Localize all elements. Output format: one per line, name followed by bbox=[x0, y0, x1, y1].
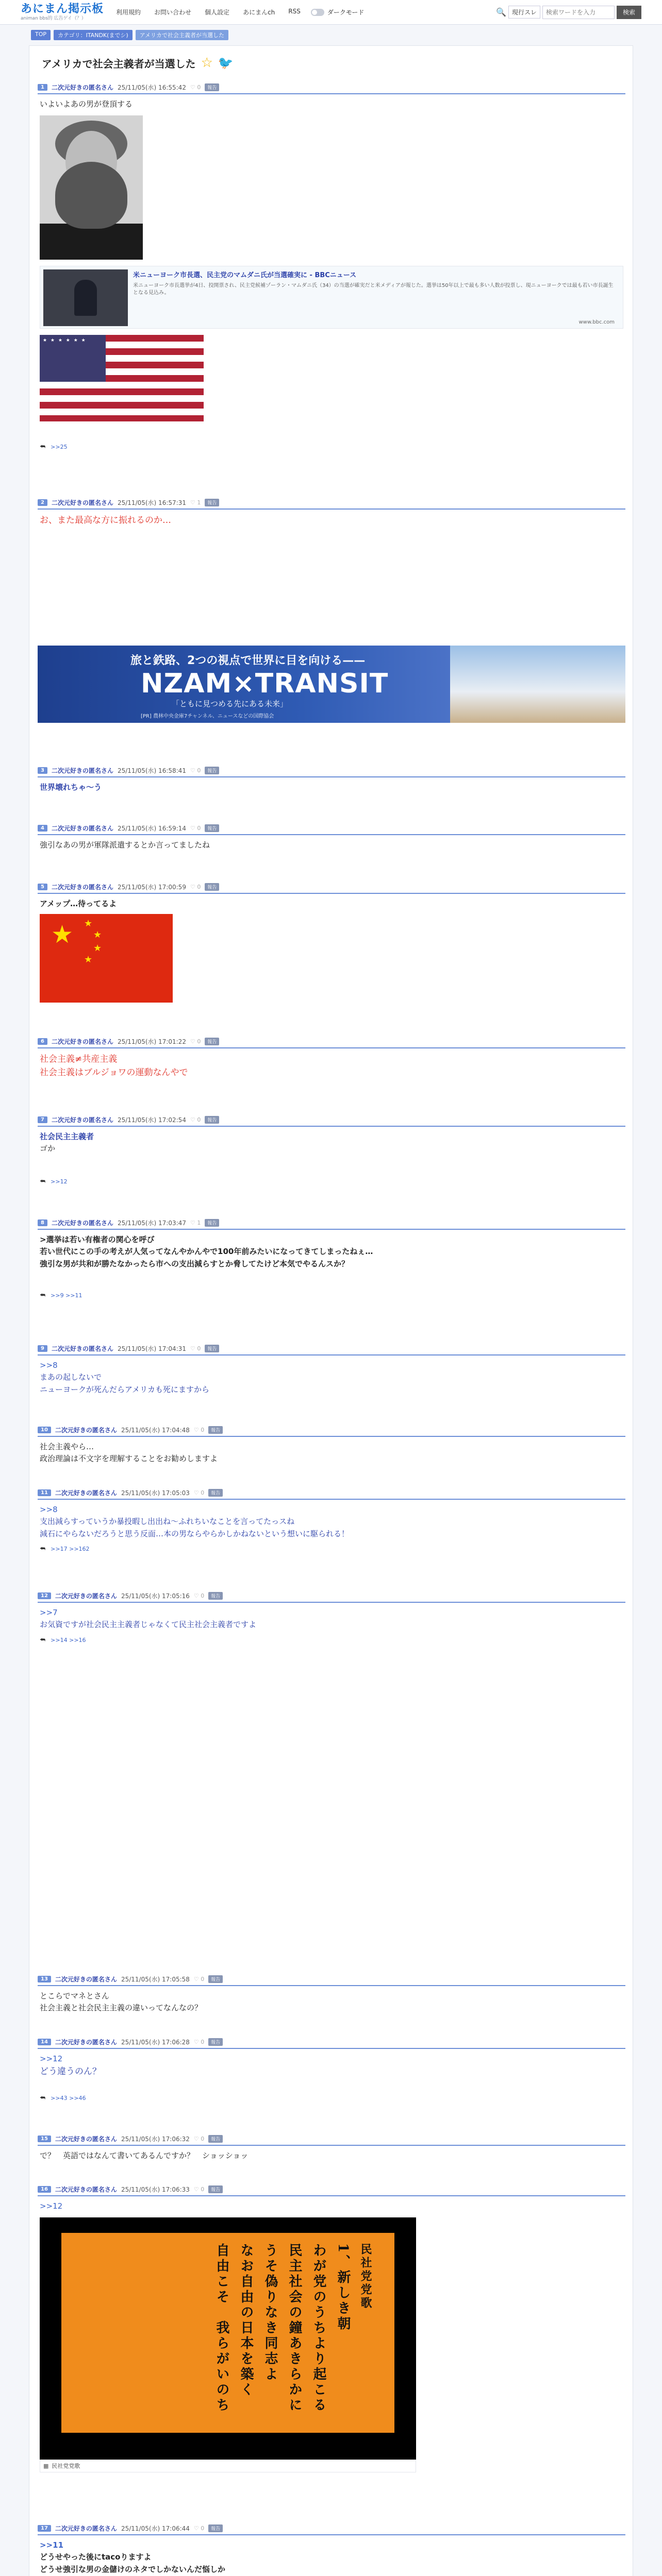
post-author: 二次元好きの匿名さん bbox=[55, 2525, 117, 2532]
post-line: どうせやった後にtacoりますよ bbox=[40, 2552, 152, 2562]
post-12 bbox=[38, 1591, 625, 1644]
image-caption bbox=[40, 2460, 416, 2472]
post-date: 25/11/05(水) 17:06:44 bbox=[121, 2525, 190, 2532]
post-header bbox=[38, 1975, 625, 1986]
like-count: 0 bbox=[201, 2136, 205, 2142]
post-date: 25/11/05(水) 17:04:31 bbox=[117, 1345, 186, 1352]
like-button[interactable]: ♡ 0 bbox=[193, 1489, 205, 1496]
post-number[interactable]: 4 bbox=[38, 825, 47, 832]
post-author: 二次元好きの匿名さん bbox=[55, 1976, 117, 1983]
link-card[interactable] bbox=[40, 266, 623, 329]
like-button[interactable]: ♡ 0 bbox=[190, 1345, 201, 1352]
post-6 bbox=[38, 1037, 625, 1082]
post-header bbox=[38, 1488, 625, 1500]
post-body bbox=[38, 894, 625, 912]
post-date: 25/11/05(水) 17:06:32 bbox=[121, 2136, 190, 2143]
post-number[interactable]: 13 bbox=[38, 1976, 51, 1982]
post-author: 二次元好きの匿名さん bbox=[51, 1116, 113, 1124]
report-button[interactable]: 報告 bbox=[205, 1116, 219, 1124]
reply-links[interactable]: >>9 >>11 bbox=[51, 1292, 82, 1299]
post-anchor[interactable]: >>7 bbox=[40, 1608, 58, 1617]
post-number[interactable]: 14 bbox=[38, 2039, 51, 2045]
thread-title: アメリカで社会主義者が当選した bbox=[42, 57, 196, 70]
like-count: 0 bbox=[201, 1592, 205, 1599]
post-number[interactable]: 11 bbox=[38, 1489, 51, 1496]
post-3 bbox=[38, 766, 625, 795]
post-footer bbox=[38, 2094, 625, 2102]
post-footer bbox=[38, 1545, 625, 1553]
reply-links[interactable]: >>14 >>16 bbox=[51, 1636, 86, 1643]
post-header bbox=[38, 2185, 625, 2196]
caption-text: 民社党党歌 bbox=[52, 2463, 80, 2470]
post-author: 二次元好きの匿名さん bbox=[51, 1345, 113, 1352]
link-card-text bbox=[128, 269, 620, 325]
post-author: 二次元好きの匿名さん bbox=[51, 767, 113, 774]
post-number[interactable]: 7 bbox=[38, 1116, 47, 1123]
reply-icon[interactable]: ⮪ bbox=[40, 2094, 46, 2102]
post-header bbox=[38, 2524, 625, 2535]
report-button[interactable]: 報告 bbox=[208, 1975, 223, 1983]
post-body bbox=[38, 510, 625, 529]
post-footer bbox=[38, 1292, 625, 1299]
post-header bbox=[38, 1344, 625, 1355]
us-flag-image[interactable] bbox=[40, 335, 204, 421]
post-body bbox=[38, 1500, 625, 1542]
link-card-title[interactable]: 米ニューヨーク市長選、民主党のマムダニ氏が当選確実に - BBCニュース bbox=[133, 272, 357, 280]
post-line: まあの起しないで bbox=[40, 1372, 102, 1382]
search-bar bbox=[496, 6, 641, 19]
like-button[interactable]: ♡ 0 bbox=[193, 1592, 205, 1599]
post-9 bbox=[38, 1344, 625, 1398]
post-line: 社会主義≠共産主義 bbox=[40, 1054, 118, 1064]
post-author: 二次元好きの匿名さん bbox=[51, 825, 113, 832]
post-author: 二次元好きの匿名さん bbox=[55, 1592, 117, 1600]
post-author: 二次元好きの匿名さん bbox=[55, 1427, 117, 1434]
like-count: 0 bbox=[197, 1345, 201, 1352]
post-body bbox=[38, 2196, 625, 2214]
lyric-col: 1、新しき朝 bbox=[335, 2243, 351, 2332]
twitter-bird-icon[interactable]: 🐦 bbox=[218, 56, 234, 70]
post-11 bbox=[38, 1488, 625, 1553]
like-count: 1 bbox=[197, 499, 201, 506]
site-header bbox=[0, 0, 662, 25]
site-subtitle: animan bbs的 広告ゲイ（？） bbox=[21, 15, 86, 21]
post-line: 社会民主主義者 bbox=[40, 1132, 94, 1141]
post-4 bbox=[38, 824, 625, 853]
reply-links[interactable]: >>17 >>162 bbox=[51, 1545, 90, 1552]
ad-sponsor: [PR] 農林中央金庫7チャンネル、ニュースなどの国際協会 bbox=[141, 714, 274, 719]
lyric-col: わが党のうちより起こる bbox=[311, 2243, 326, 2414]
post-7 bbox=[38, 1115, 625, 1185]
post-header bbox=[38, 2134, 625, 2146]
reply-icon[interactable]: ⮪ bbox=[40, 1545, 46, 1552]
like-button[interactable]: ♡ 0 bbox=[193, 2136, 205, 2142]
post-date: 25/11/05(水) 17:05:16 bbox=[121, 1592, 190, 1600]
post-author: 二次元好きの匿名さん bbox=[51, 1219, 113, 1227]
like-count: 0 bbox=[197, 884, 201, 890]
post-header bbox=[38, 1037, 625, 1048]
like-count: 0 bbox=[197, 84, 201, 91]
search-button[interactable]: 検索 bbox=[617, 6, 641, 19]
like-button[interactable]: ♡ 0 bbox=[190, 1038, 201, 1045]
like-button[interactable]: ♡ 0 bbox=[193, 1976, 205, 1982]
post-date: 25/11/05(水) 16:58:41 bbox=[117, 767, 186, 774]
portrait-image[interactable] bbox=[40, 115, 143, 260]
post-date: 25/11/05(水) 17:06:28 bbox=[121, 2039, 190, 2046]
like-count: 0 bbox=[197, 767, 201, 774]
report-button[interactable]: 報告 bbox=[205, 1345, 219, 1352]
lyric-col: なお自由の日本を築く bbox=[238, 2243, 254, 2398]
post-author: 二次元好きの匿名さん bbox=[55, 2186, 117, 2193]
post-header bbox=[38, 883, 625, 894]
post-author: 二次元好きの匿名さん bbox=[55, 2136, 117, 2143]
post-anchor[interactable]: >>11 bbox=[40, 2540, 64, 2550]
post-header bbox=[38, 83, 625, 94]
reply-icon[interactable]: ⮪ bbox=[40, 1177, 46, 1185]
post-date: 25/11/05(水) 16:59:14 bbox=[117, 825, 186, 832]
post-line: どう違うのん？ bbox=[40, 2066, 101, 2077]
post-number[interactable]: 8 bbox=[38, 1219, 47, 1226]
report-button[interactable]: 報告 bbox=[205, 767, 219, 774]
post-date: 25/11/05(水) 17:05:58 bbox=[121, 1976, 190, 1983]
post-10 bbox=[38, 1426, 625, 1467]
post-header bbox=[38, 498, 625, 510]
thread-header bbox=[29, 46, 633, 76]
reply-icon[interactable]: ⮪ bbox=[40, 443, 46, 451]
post-anchor[interactable]: >>8 bbox=[40, 1361, 58, 1370]
site-logo[interactable] bbox=[21, 4, 104, 21]
post-16 bbox=[38, 2185, 625, 2472]
post-line: 社会主義はブルジョワの運動なんやで bbox=[40, 1067, 188, 1078]
post-text: アメップ…待ってるよ bbox=[40, 899, 117, 908]
report-button[interactable]: 報告 bbox=[208, 1426, 223, 1434]
post-footer bbox=[38, 1636, 625, 1644]
post-anchor[interactable]: >>12 bbox=[40, 2201, 63, 2211]
ad-brand: NZAM×TRANSIT bbox=[141, 668, 389, 699]
post-text: 強引なあの男が軍隊派遣するとか言ってましたね bbox=[40, 840, 210, 850]
post-5 bbox=[38, 883, 625, 1005]
china-flag-image[interactable]: ★ ★ ★ ★ ★ bbox=[40, 914, 173, 1003]
post-body bbox=[38, 2146, 625, 2164]
post-date: 25/11/05(水) 17:00:59 bbox=[117, 884, 186, 891]
breadcrumb-category[interactable]: カテゴリ：ITANDK(までシ) bbox=[54, 30, 133, 40]
ad-tagline: 「ともに見つめる先にある未来」 bbox=[172, 699, 288, 708]
like-button[interactable]: ♡ 0 bbox=[190, 767, 201, 774]
post-number[interactable]: 12 bbox=[38, 1592, 51, 1599]
report-button[interactable]: 報告 bbox=[205, 499, 219, 506]
post-anchor[interactable]: >>12 bbox=[40, 2054, 63, 2063]
post-header bbox=[38, 2038, 625, 2049]
post-date: 25/11/05(水) 17:04:48 bbox=[121, 1427, 190, 1434]
ad-photo bbox=[450, 646, 625, 723]
post-number[interactable]: 3 bbox=[38, 767, 47, 774]
post-footer bbox=[38, 1178, 625, 1185]
post-anchor[interactable]: >>8 bbox=[40, 1505, 58, 1514]
post-line: ゴか bbox=[40, 1144, 56, 1154]
report-button[interactable]: 報告 bbox=[205, 824, 219, 832]
reply-icon[interactable]: ⮪ bbox=[40, 1291, 46, 1299]
post-author: 二次元好きの匿名さん bbox=[55, 1489, 117, 1497]
post-line: お気資ですが社会民主主義者じゃなくて民主社会主義者ですよ bbox=[40, 1620, 257, 1630]
post-header bbox=[38, 1426, 625, 1437]
like-count: 0 bbox=[201, 1489, 205, 1496]
post-number[interactable]: 5 bbox=[38, 884, 47, 890]
post-header bbox=[38, 766, 625, 777]
search-scope-select[interactable]: 現行スレ bbox=[508, 6, 540, 19]
nav-terms[interactable]: 利用規約 bbox=[116, 9, 141, 16]
post-date: 25/11/05(水) 17:05:03 bbox=[121, 1489, 190, 1497]
post-8 bbox=[38, 1218, 625, 1299]
report-button[interactable]: 報告 bbox=[208, 2185, 223, 2193]
report-button[interactable]: 報告 bbox=[205, 1219, 219, 1227]
like-button[interactable]: ♡ 0 bbox=[190, 1116, 201, 1123]
post-line: 政治理論は不文字を理解することをお勧めしますよ bbox=[40, 1454, 218, 1464]
post-text: 世界壊れちゃ〜う bbox=[40, 783, 102, 792]
thread-container bbox=[29, 45, 633, 2576]
like-button[interactable]: ♡ 0 bbox=[193, 2525, 205, 2532]
report-button[interactable]: 報告 bbox=[205, 83, 219, 91]
post-body bbox=[38, 2535, 625, 2576]
post-number[interactable]: 10 bbox=[38, 1427, 51, 1433]
post-number[interactable]: 6 bbox=[38, 1038, 47, 1045]
dark-mode bbox=[311, 8, 365, 16]
post-body bbox=[38, 1127, 625, 1157]
post-number[interactable]: 16 bbox=[38, 2186, 51, 2193]
nav-animanch[interactable]: あにまんch bbox=[243, 9, 275, 16]
post-body bbox=[38, 1355, 625, 1398]
report-button[interactable]: 報告 bbox=[208, 2038, 223, 2046]
post-line: 社会主義やら… bbox=[40, 1442, 94, 1451]
post-body bbox=[38, 94, 625, 112]
search-icon: 🔍 bbox=[496, 7, 506, 17]
nav-rss[interactable]: RSS bbox=[288, 8, 301, 15]
link-card-thumbnail bbox=[43, 269, 128, 326]
post-text: で？ 英語ではなんて書いてあるんですか？ ショッショッ bbox=[40, 2151, 249, 2160]
like-button[interactable]: ♡ 0 bbox=[190, 825, 201, 832]
report-button[interactable]: 報告 bbox=[208, 2135, 223, 2143]
image-tag-icon: ▦ bbox=[43, 2462, 49, 2469]
post-body bbox=[38, 2049, 625, 2081]
report-button[interactable]: 報告 bbox=[205, 1038, 219, 1045]
post-author: 二次元好きの匿名さん bbox=[55, 2039, 117, 2046]
post-number[interactable]: 1 bbox=[38, 84, 47, 91]
nav-settings[interactable]: 個人設定 bbox=[205, 9, 230, 16]
post-line: 強引な男が共和が勝たなかったら市への支出減らすとか脅してたけど本気でやるんスか？ bbox=[40, 1259, 350, 1268]
favorite-star-icon[interactable]: ☆ bbox=[201, 55, 213, 71]
ad-headline: 旅と鉄路、2つの視点で世界に目を向ける—— bbox=[130, 654, 366, 667]
like-button[interactable]: ♡ 1 bbox=[190, 499, 201, 506]
anthem-lyrics bbox=[61, 2233, 394, 2433]
like-count: 0 bbox=[201, 2039, 205, 2045]
lyric-col: 民社党党歌 bbox=[359, 2243, 372, 2311]
post-body bbox=[38, 1986, 625, 2016]
like-count: 0 bbox=[201, 2186, 205, 2193]
post-body bbox=[38, 1437, 625, 1467]
like-button[interactable]: ♡ 1 bbox=[190, 1219, 201, 1226]
post-author: 二次元好きの匿名さん bbox=[51, 499, 113, 506]
post-body bbox=[38, 1048, 625, 1082]
breadcrumb-thread[interactable]: アメリカで社会主義者が当選した bbox=[136, 30, 228, 40]
report-button[interactable]: 報告 bbox=[205, 883, 219, 891]
like-count: 0 bbox=[201, 1427, 205, 1433]
post-number[interactable]: 2 bbox=[38, 499, 47, 506]
post-17 bbox=[38, 2524, 625, 2576]
post-line: 減石にやらないだろうと思う反面…本の男ならやらかしかねないという想いに駆られる！ bbox=[40, 1529, 350, 1538]
post-line: 社会主義と社会民主主義の違いってなんなの？ bbox=[40, 2003, 203, 2013]
post-line: 若い世代にこの手の考えが人気ってなんやかんやで100年前みたいになってきてしまったねぇ… bbox=[40, 1247, 373, 1257]
post-author: 二次元好きの匿名さん bbox=[51, 84, 113, 91]
site-name: あにまん掲示板 bbox=[21, 2, 104, 15]
post-date: 25/11/05(水) 16:55:42 bbox=[117, 84, 186, 91]
post-2 bbox=[38, 498, 625, 529]
post-line: とこらでマネとさん bbox=[40, 1991, 109, 2001]
breadcrumb bbox=[0, 25, 662, 45]
like-button[interactable]: ♡ 0 bbox=[193, 1427, 205, 1433]
post-body bbox=[38, 1230, 625, 1272]
post-text: いよいよあの男が登頂する bbox=[40, 99, 133, 109]
post-text: お、また最高な方に振れるのか… bbox=[40, 515, 171, 526]
post-number[interactable]: 9 bbox=[38, 1345, 47, 1352]
report-button[interactable]: 報告 bbox=[208, 2524, 223, 2532]
lyric-col: うそ偽りなき同志よ bbox=[262, 2243, 278, 2383]
post-body bbox=[38, 1603, 625, 1633]
dark-mode-label: ダークモード bbox=[327, 9, 365, 16]
post-date: 25/11/05(水) 17:01:22 bbox=[117, 1038, 186, 1045]
post-date: 25/11/05(水) 17:06:33 bbox=[121, 2186, 190, 2193]
like-button[interactable]: ♡ 0 bbox=[190, 884, 201, 890]
post-line: ニューヨークが死んだらアメリカも死にますから bbox=[40, 1384, 209, 1394]
post-author: 二次元好きの匿名さん bbox=[51, 1038, 113, 1045]
post-body bbox=[38, 835, 625, 853]
report-button[interactable]: 報告 bbox=[208, 1489, 223, 1497]
reply-links[interactable]: >>12 bbox=[51, 1178, 68, 1185]
post-date: 25/11/05(水) 16:57:31 bbox=[117, 499, 186, 506]
post-14 bbox=[38, 2038, 625, 2102]
lyric-col: 自由こそ 我らがいのち bbox=[214, 2243, 229, 2414]
breadcrumb-top[interactable]: TOP bbox=[31, 30, 51, 40]
header-nav bbox=[116, 8, 301, 16]
post-header bbox=[38, 824, 625, 835]
reply-links[interactable]: >>25 bbox=[51, 444, 68, 451]
post-line: 支出減らすっていうか暴投暇し出出ね～ふれちいなことを言ってたっスね bbox=[40, 1517, 295, 1527]
post-line: >選挙は若い有権者の関心を呼び bbox=[40, 1235, 155, 1244]
post-header bbox=[38, 1218, 625, 1230]
like-count: 0 bbox=[197, 1116, 201, 1123]
link-card-desc: 米ニューヨーク市長選挙が4日、投開票され、民主党候補ゾーラン・マムダニ氏（34）の当選が確実だと米メディアが報じた。選挙は50年以上で最も多い人数が投票し、現ニューヨークでは最も若い市長誕生となる見込み。 bbox=[133, 283, 614, 296]
lyric-col: 民主社会の鐘あきらかに bbox=[287, 2243, 302, 2414]
post-footer bbox=[38, 443, 625, 451]
post-15 bbox=[38, 2134, 625, 2164]
post-line: どうせ強引な男の金儲けのネタでしかないんだ悩しか bbox=[40, 2564, 226, 2574]
dark-mode-toggle[interactable] bbox=[311, 9, 324, 16]
report-button[interactable]: 報告 bbox=[208, 1592, 223, 1600]
ad-banner[interactable] bbox=[38, 646, 625, 723]
like-count: 0 bbox=[197, 825, 201, 832]
post-number[interactable]: 17 bbox=[38, 2525, 51, 2532]
reply-icon[interactable]: ⮪ bbox=[40, 1636, 46, 1643]
like-button[interactable]: ♡ 0 bbox=[193, 2186, 205, 2193]
post-date: 25/11/05(水) 17:02:54 bbox=[117, 1116, 186, 1124]
post-1 bbox=[38, 83, 625, 451]
post-author: 二次元好きの匿名さん bbox=[51, 884, 113, 891]
party-anthem-image[interactable] bbox=[40, 2217, 416, 2460]
post-header bbox=[38, 1115, 625, 1127]
reply-links[interactable]: >>43 >>46 bbox=[51, 2094, 86, 2102]
like-button[interactable]: ♡ 0 bbox=[193, 2039, 205, 2045]
like-button[interactable]: ♡ 0 bbox=[190, 84, 201, 91]
post-header bbox=[38, 1591, 625, 1603]
search-input[interactable] bbox=[542, 6, 615, 19]
like-count: 1 bbox=[197, 1219, 201, 1226]
like-count: 0 bbox=[201, 1976, 205, 1982]
like-count: 0 bbox=[201, 2525, 205, 2532]
nav-contact[interactable]: お問い合わせ bbox=[154, 9, 192, 16]
post-date: 25/11/05(水) 17:03:47 bbox=[117, 1219, 186, 1227]
post-body bbox=[38, 777, 625, 795]
post-13 bbox=[38, 1975, 625, 2016]
post-number[interactable]: 15 bbox=[38, 2136, 51, 2142]
link-card-domain: www.bbc.com bbox=[578, 319, 615, 326]
like-count: 0 bbox=[197, 1038, 201, 1045]
